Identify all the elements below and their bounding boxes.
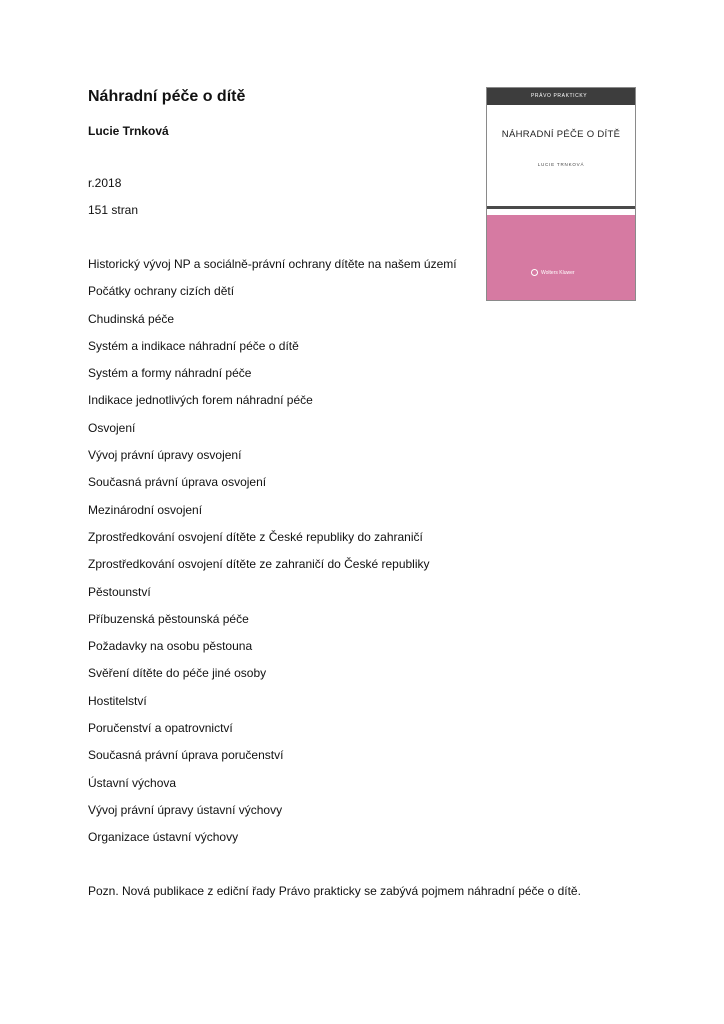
publisher-name: Wolters Kluwer bbox=[541, 269, 575, 276]
cover-color-band bbox=[487, 215, 635, 300]
cover-divider bbox=[487, 206, 635, 209]
table-of-contents bbox=[88, 256, 457, 857]
toc-item: Současná právní úprava poručenství bbox=[88, 748, 284, 763]
toc-item: Současná právní úprava osvojení bbox=[88, 475, 267, 490]
toc-item: Svěření dítěte do péče jiné osoby bbox=[88, 666, 267, 681]
toc-item: Požadavky na osobu pěstouna bbox=[88, 639, 253, 654]
cover-title: NÁHRADNÍ PÉČE O DÍTĚ bbox=[501, 129, 621, 140]
toc-item: Zprostředkování osvojení dítěte z České republiky do zahraničí bbox=[88, 529, 423, 544]
toc-item: Mezinárodní osvojení bbox=[88, 502, 203, 517]
toc-item: Pěstounství bbox=[88, 584, 151, 599]
book-cover bbox=[486, 87, 636, 301]
toc-item: Vývoj právní úpravy osvojení bbox=[88, 448, 242, 463]
toc-item: Hostitelství bbox=[88, 693, 147, 708]
author-name: Lucie Trnková bbox=[88, 124, 169, 138]
toc-item: Historický vývoj NP a sociálně-právní ochrany dítěte na našem území bbox=[88, 257, 457, 271]
toc-item: Systém a formy náhradní péče bbox=[88, 366, 252, 381]
toc-item: Vývoj právní úpravy ústavní výchovy bbox=[88, 802, 283, 817]
publication-year: r.2018 bbox=[88, 176, 122, 190]
toc-item: Příbuzenská pěstounská péče bbox=[88, 611, 249, 626]
toc-item: Indikace jednotlivých forem náhradní péče bbox=[88, 393, 313, 408]
publisher-logo bbox=[531, 269, 575, 276]
toc-item: Poručenství a opatrovnictví bbox=[88, 721, 233, 736]
toc-item: Systém a indikace náhradní péče o dítě bbox=[88, 338, 299, 353]
toc-item: Osvojení bbox=[88, 420, 136, 435]
page-count: 151 stran bbox=[88, 203, 139, 217]
cover-author: LUCIE TRNKOVÁ bbox=[537, 162, 585, 167]
document-title: Náhradní péče o dítě bbox=[88, 88, 246, 105]
toc-item: Chudinská péče bbox=[88, 311, 175, 326]
toc-item: Zprostředkování osvojení dítěte ze zahraničí do České republiky bbox=[88, 557, 430, 572]
wolters-kluwer-icon bbox=[531, 269, 538, 276]
toc-item: Ústavní výchova bbox=[88, 775, 177, 790]
toc-item: Počátky ochrany cizích dětí bbox=[88, 284, 235, 299]
publication-note: Pozn. Nová publikace z ediční řady Právo prakticky se zabývá pojmem náhradní péče o dítě. bbox=[88, 884, 581, 898]
toc-item: Organizace ústavní výchovy bbox=[88, 830, 239, 845]
cover-series-label: PRÁVO PRAKTICKY bbox=[487, 88, 635, 105]
